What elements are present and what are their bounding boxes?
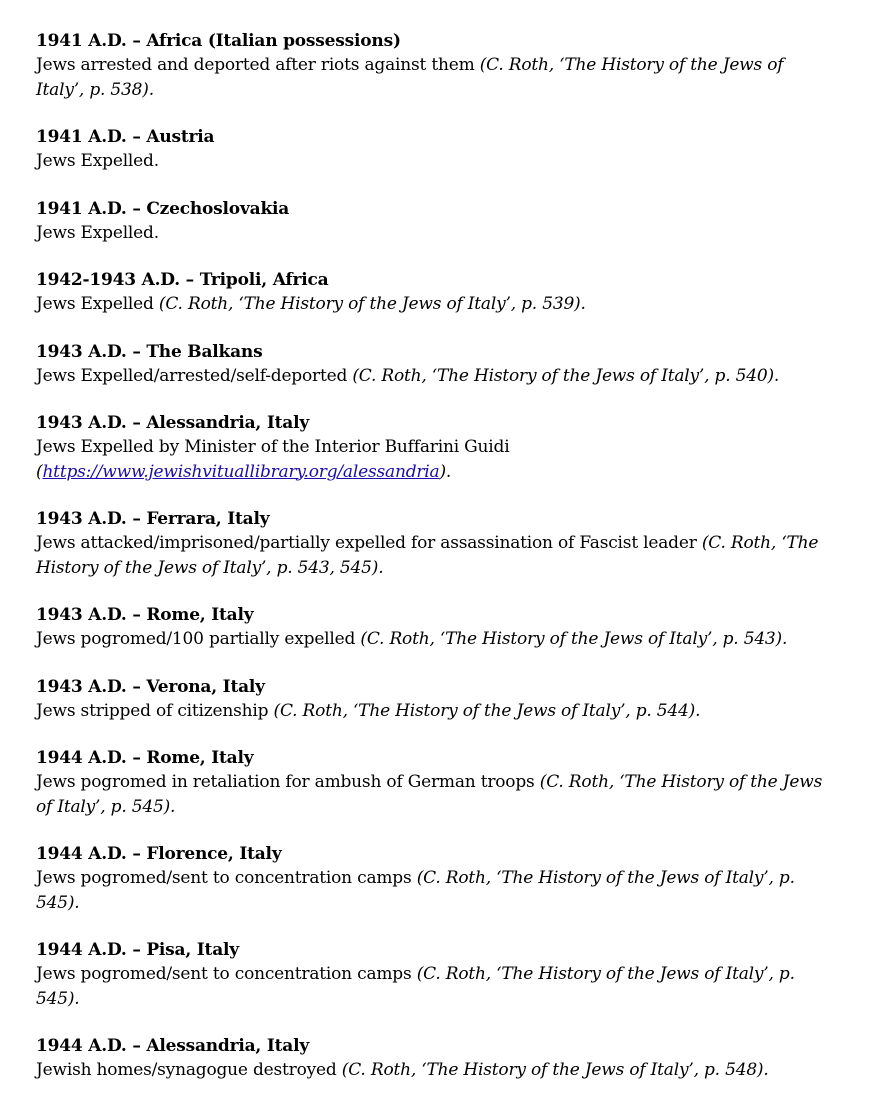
entry-heading: 1943 A.D. – Ferrara, Italy: [36, 509, 270, 529]
entry-body: [36, 627, 836, 652]
entry-body: [36, 770, 836, 819]
entry-heading: 1944 A.D. – Rome, Italy: [36, 748, 254, 768]
entry-text: Jews Expelled: [36, 294, 159, 314]
entry-heading: 1943 A.D. – The Balkans: [36, 341, 263, 362]
entry-body: [36, 292, 836, 317]
entry-body: [36, 435, 836, 484]
entry-heading: 1944 A.D. – Alessandria, Italy: [36, 1036, 310, 1056]
entry-citation: (C. Roth, ‘The History of the Jews of Italy’, p. 545).: [36, 772, 823, 817]
entry-text: Jews Expelled.: [36, 222, 159, 243]
entry-text: Jewish homes/synagogue destroyed: [36, 1060, 342, 1080]
document-page: [36, 29, 836, 1083]
entry-heading: 1943 A.D. – Alessandria, Italy: [36, 413, 310, 433]
entry-citation: (C. Roth, ‘The History of the Jews of Italy’, p. 538).: [36, 55, 784, 100]
entry-body: [36, 962, 836, 1011]
timeline-entry: [36, 603, 836, 652]
entry-text: Jews Expelled.: [36, 151, 159, 171]
timeline-entry: [36, 125, 836, 174]
entry-body: [36, 149, 836, 174]
entry-body: [36, 221, 836, 246]
timeline-entry: [36, 842, 836, 915]
entry-body: [36, 866, 836, 915]
entry-heading: 1944 A.D. – Florence, Italy: [36, 844, 282, 864]
entry-heading: 1942-1943 A.D. – Tripoli, Africa: [36, 270, 329, 290]
entry-citation: (C. Roth, ‘The History of the Jews of Italy’, p. 540).: [352, 365, 780, 386]
entry-text: Jews arrested and deported after riots against them: [36, 55, 480, 75]
entry-heading: 1941 A.D. – Austria: [36, 127, 215, 147]
link-open-paren: (: [36, 461, 43, 482]
entry-body: [36, 364, 836, 389]
entry-text: Jews Expelled/arrested/self-deported: [36, 365, 353, 386]
timeline-entry: [36, 938, 836, 1011]
entry-heading: 1941 A.D. – Africa (Italian possessions): [36, 31, 401, 51]
timeline-entry: [36, 1034, 836, 1083]
entry-heading: 1944 A.D. – Pisa, Italy: [36, 940, 239, 960]
entry-heading: 1943 A.D. – Rome, Italy: [36, 605, 254, 625]
entry-citation: (C. Roth, ‘The History of the Jews of Italy’, p. 548).: [341, 1060, 769, 1080]
entry-text: Jews pogromed/sent to concentration camps: [36, 868, 417, 888]
timeline-entry: [36, 29, 836, 102]
entry-text: Jews pogromed in retaliation for ambush of German troops: [36, 772, 540, 792]
entry-citation: (C. Roth, ‘The History of the Jews of Italy’, p. 545).: [36, 868, 795, 913]
timeline-entry: [36, 411, 836, 484]
entry-body: [36, 699, 836, 724]
entry-citation: (C. Roth, ‘The History of the Jews of Italy’, p. 544).: [273, 700, 701, 721]
timeline-entry: [36, 340, 836, 389]
alessandria-link[interactable]: https://www.jewishvituallibrary.org/alessandria: [42, 461, 440, 482]
entry-text: Jews pogromed/100 partially expelled: [36, 629, 361, 649]
entry-body: [36, 1058, 836, 1083]
timeline-entry: [36, 675, 836, 724]
timeline-entry: [36, 197, 836, 246]
entry-text: Jews stripped of citizenship: [36, 700, 274, 721]
entry-citation: (C. Roth, ‘The History of the Jews of Italy’, p. 543, 545).: [36, 533, 819, 578]
entry-citation: (C. Roth, ‘The History of the Jews of Italy’, p. 543).: [360, 629, 788, 649]
entry-citation: (C. Roth, ‘The History of the Jews of Italy’, p. 539).: [158, 294, 586, 314]
entry-citation: (C. Roth, ‘The History of the Jews of Italy’, p. 545).: [36, 964, 795, 1009]
entry-text: Jews attacked/imprisoned/partially expelled for assassination of Fascist leader: [36, 533, 702, 553]
timeline-entry: [36, 268, 836, 317]
entry-text: Jews pogromed/sent to concentration camps: [36, 964, 417, 984]
link-close-paren: ).: [439, 461, 452, 482]
timeline-entry: [36, 746, 836, 819]
timeline-entry: [36, 507, 836, 580]
entry-body: [36, 531, 836, 580]
entry-body: [36, 53, 836, 102]
entry-text: Jews Expelled by Minister of the Interior Buffarini Guidi: [36, 437, 510, 457]
entry-heading: 1943 A.D. – Verona, Italy: [36, 676, 265, 697]
entry-heading: 1941 A.D. – Czechoslovakia: [36, 198, 290, 219]
